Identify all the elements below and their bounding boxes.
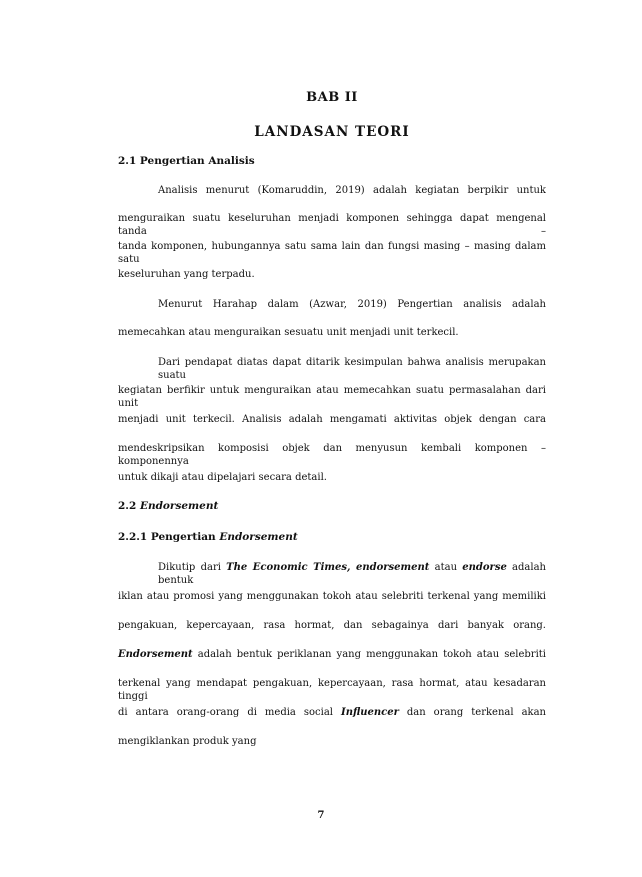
paragraph-line: tanda komponen, hubungannya satu sama lain dan fungsi masing – masing dalam satu (118, 241, 546, 265)
section-number: 2.2 (118, 500, 140, 512)
paragraph-line: Analisis menurut (Komaruddin, 2019) adalah kegiatan berpikir untuk (158, 185, 546, 196)
paragraph-line: kegiatan berfikir untuk menguraikan atau memecahkan suatu permasalahan dari unit (118, 385, 546, 409)
page-number: 7 (317, 810, 325, 821)
section-heading-2-1: 2.1 Pengertian Analisis (118, 155, 255, 167)
section-prefix: 2.2.1 Pengertian (118, 531, 220, 543)
paragraph-line: Menurut Harahap dalam (Azwar, 2019) Pengertian analisis adalah (158, 299, 546, 310)
paragraph-line: mengiklankan produk yang (118, 736, 257, 747)
paragraph-line (118, 706, 546, 719)
paragraph-line: untuk dikaji atau dipelajari secara detail. (118, 472, 327, 483)
section-heading-2-2 (118, 500, 218, 512)
paragraph-line: Dari pendapat diatas dapat ditarik kesimpulan bahwa analisis merupakan suatu (158, 357, 546, 381)
paragraph-line (118, 648, 546, 661)
paragraph-line: pengakuan, kepercayaan, rasa hormat, dan sebagainya dari banyak orang. (118, 620, 546, 631)
paragraph-line: keseluruhan yang terpadu. (118, 269, 255, 280)
paragraph-line: memecahkan atau menguraikan sesuatu unit menjadi unit terkecil. (118, 327, 459, 338)
text-run-emphasis: endorse (462, 562, 507, 573)
paragraph-line: menjadi unit terkecil. Analisis adalah mengamati aktivitas objek dengan cara (118, 414, 546, 425)
paragraph-line: mendeskripsikan komposisi objek dan menyusun kembali komponen – komponennya (118, 443, 546, 467)
chapter-number: BAB II (306, 90, 358, 105)
paragraph-line: menguraikan suatu keseluruhan menjadi komponen sehingga dapat mengenal tanda – (118, 213, 546, 237)
chapter-title: LANDASAN TEORI (254, 124, 410, 140)
text-run-emphasis: The Economic Times, endorsement (226, 562, 430, 573)
text-run-emphasis: Endorsement (118, 649, 193, 660)
text-run: di antara orang-orang di media social (118, 707, 342, 718)
paragraph-line (158, 561, 546, 586)
text-run: adalah bentuk periklanan yang menggunakan tokoh atau selebriti (192, 649, 546, 660)
section-term: Endorsement (139, 500, 219, 512)
text-run: adalah bentuk (158, 562, 546, 586)
text-run-emphasis: Influencer (341, 707, 399, 718)
paragraph-line: iklan atau promosi yang menggunakan tokoh atau selebriti terkenal yang memiliki (118, 591, 546, 602)
text-run: dan orang terkenal akan (398, 707, 547, 718)
section-term: Endorsement (219, 531, 298, 543)
text-run: Dikutip dari (158, 562, 227, 573)
text-run: atau (429, 562, 463, 573)
section-heading-2-2-1 (118, 531, 298, 543)
paragraph-line: terkenal yang mendapat pengakuan, kepercayaan, rasa hormat, atau kesadaran tinggi (118, 678, 546, 702)
